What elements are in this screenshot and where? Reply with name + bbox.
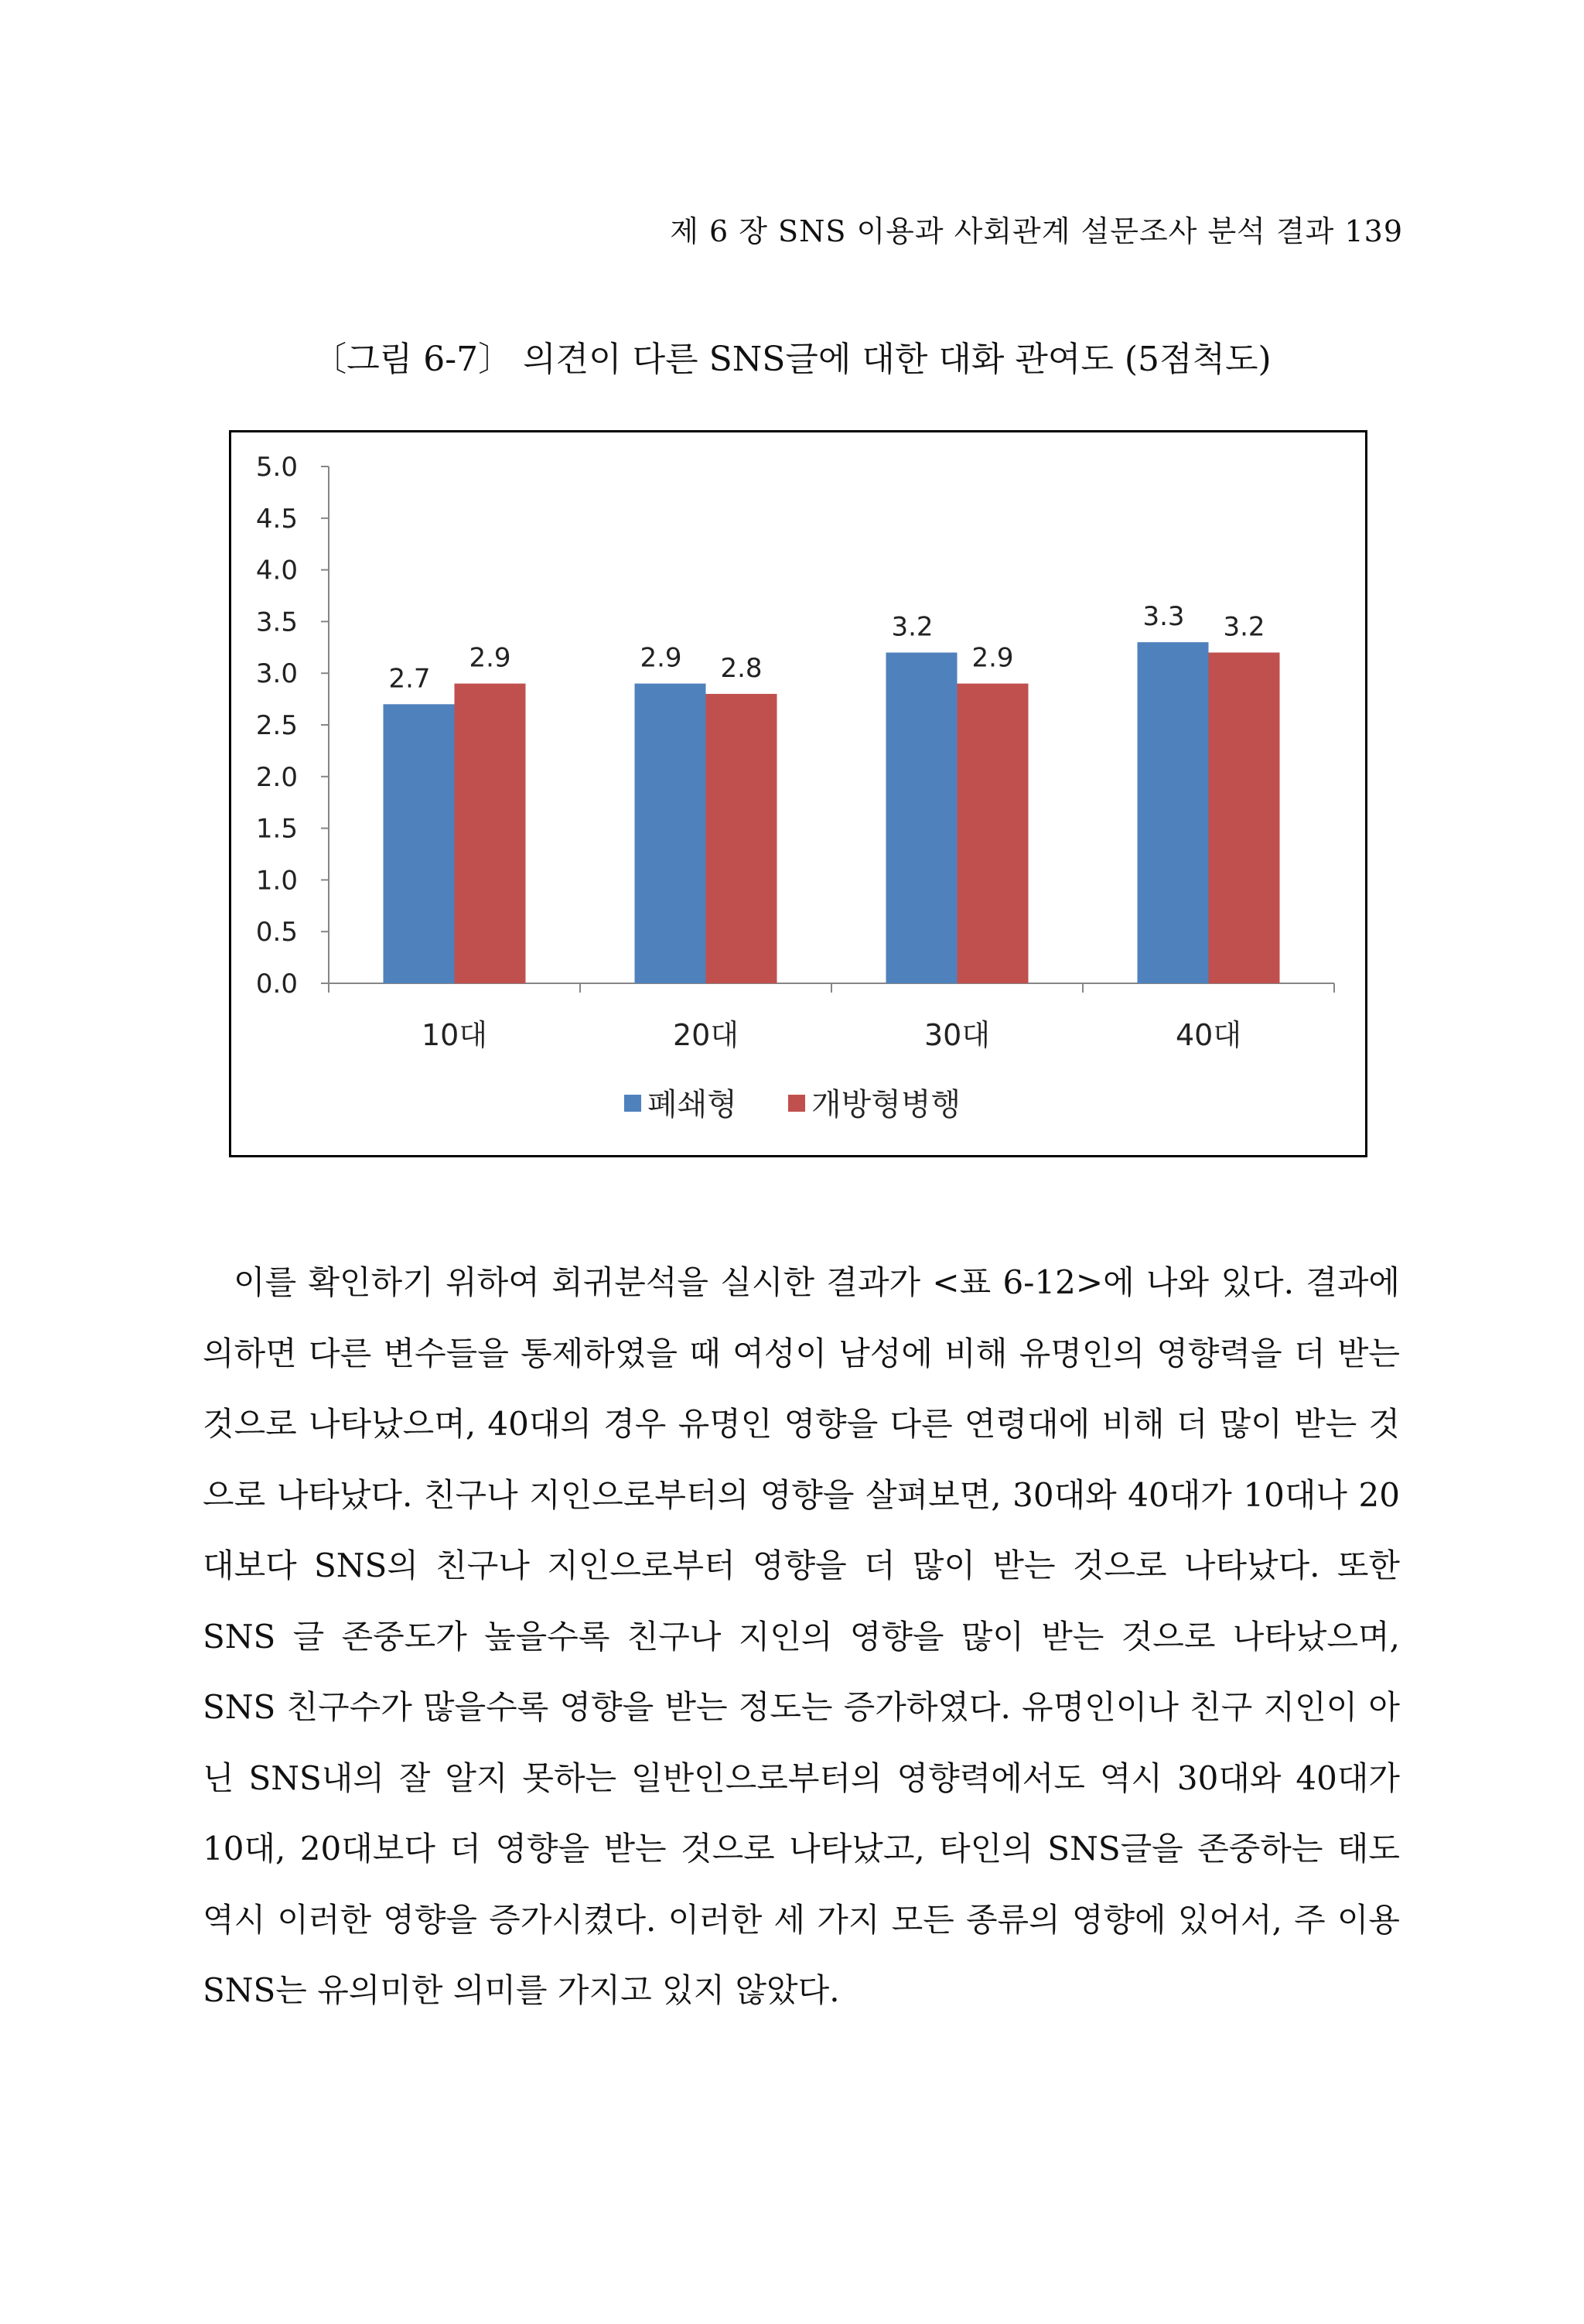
y-tick-label: 0.5 (255, 917, 298, 948)
body-paragraph: 이를 확인하기 위하여 회귀분석을 실시한 결과가 <표 6-12>에 나와 있다. 결과에 의하면 다른 변수들을 통제하였을 때 여성이 남성에 비해 유명인의 영향력을 더 받는 것으로 나타났으며, 40대의 경우 유명인 영향을 다른 연령대에 비해 더 많이 받는 것으로 나타났다. 친구나 지인으로부터의 영향을 살펴보면, 30대와 40대가 10대나 20대보다 SNS의 친구나 지인으로부터 영향을 더 많이 받는 것으로 나타났다. 또한 SNS 글 존중도가 높을수록 친구나 지인의 영향을 많이 받는 것으로 나타났으며, SNS 친구수가 많을수록 영향을 받는 정도는 증가하였다. 유명인이나 친구 지인이 아닌 SNS내의 잘 알지 못하는 일반인으로부터의 영향력에서도 역시 30대와 40대가 10대, 20대보다 더 영향을 받는 것으로 나타났고, 타인의 SNS글을 존중하는 태도 역시 이러한 영향을 증가시켰다. 이러한 세 가지 모든 종류의 영향에 있어서, 주 이용 SNS는 유의미한 의미를 가지고 있지 않았다. (203, 1263, 1400, 2009)
bar (1209, 652, 1280, 983)
figure-caption: 〔그림 6-7〕 의견이 다른 SNS글에 대한 대화 관여도 (5점척도) (312, 340, 1272, 379)
x-tick-label: 40대 (1175, 1018, 1242, 1052)
y-tick-label: 5.0 (255, 452, 298, 483)
x-tick-label: 20대 (672, 1018, 739, 1052)
y-tick-label: 4.5 (255, 503, 298, 535)
data-label: 2.8 (720, 652, 763, 684)
y-tick-label: 0.0 (255, 969, 298, 1000)
x-tick-label: 30대 (923, 1018, 991, 1052)
bar (706, 694, 777, 983)
bar (886, 652, 958, 983)
legend-label: 폐쇄형 (647, 1087, 737, 1123)
bar (384, 704, 455, 983)
y-tick-label: 1.0 (255, 865, 298, 897)
running-header: 제 6 장 SNS 이용과 사회관계 설문조사 분석 결과 139 (670, 214, 1403, 248)
data-label: 3.3 (1142, 601, 1185, 633)
legend-swatch (788, 1095, 805, 1112)
bar-chart (231, 432, 1365, 1155)
y-tick-label: 2.0 (255, 761, 298, 793)
data-label: 3.2 (1223, 611, 1265, 643)
x-tick-label: 10대 (421, 1018, 488, 1052)
chart-frame (229, 430, 1367, 1157)
data-label: 2.9 (469, 642, 511, 674)
bar (635, 684, 706, 983)
bar (958, 684, 1029, 983)
bar (1138, 642, 1209, 983)
data-label: 2.9 (971, 642, 1014, 674)
data-label: 3.2 (891, 611, 934, 643)
y-tick-label: 4.0 (255, 555, 298, 586)
legend-swatch (624, 1095, 641, 1112)
bar (455, 684, 526, 983)
legend-label: 개방형병행 (811, 1087, 961, 1123)
y-tick-label: 3.5 (255, 607, 298, 638)
y-tick-label: 3.0 (255, 658, 298, 690)
body-text (203, 1247, 1400, 2026)
data-label: 2.9 (640, 642, 682, 674)
y-tick-label: 2.5 (255, 710, 298, 741)
y-tick-label: 1.5 (255, 813, 298, 845)
data-label: 2.7 (388, 663, 431, 695)
